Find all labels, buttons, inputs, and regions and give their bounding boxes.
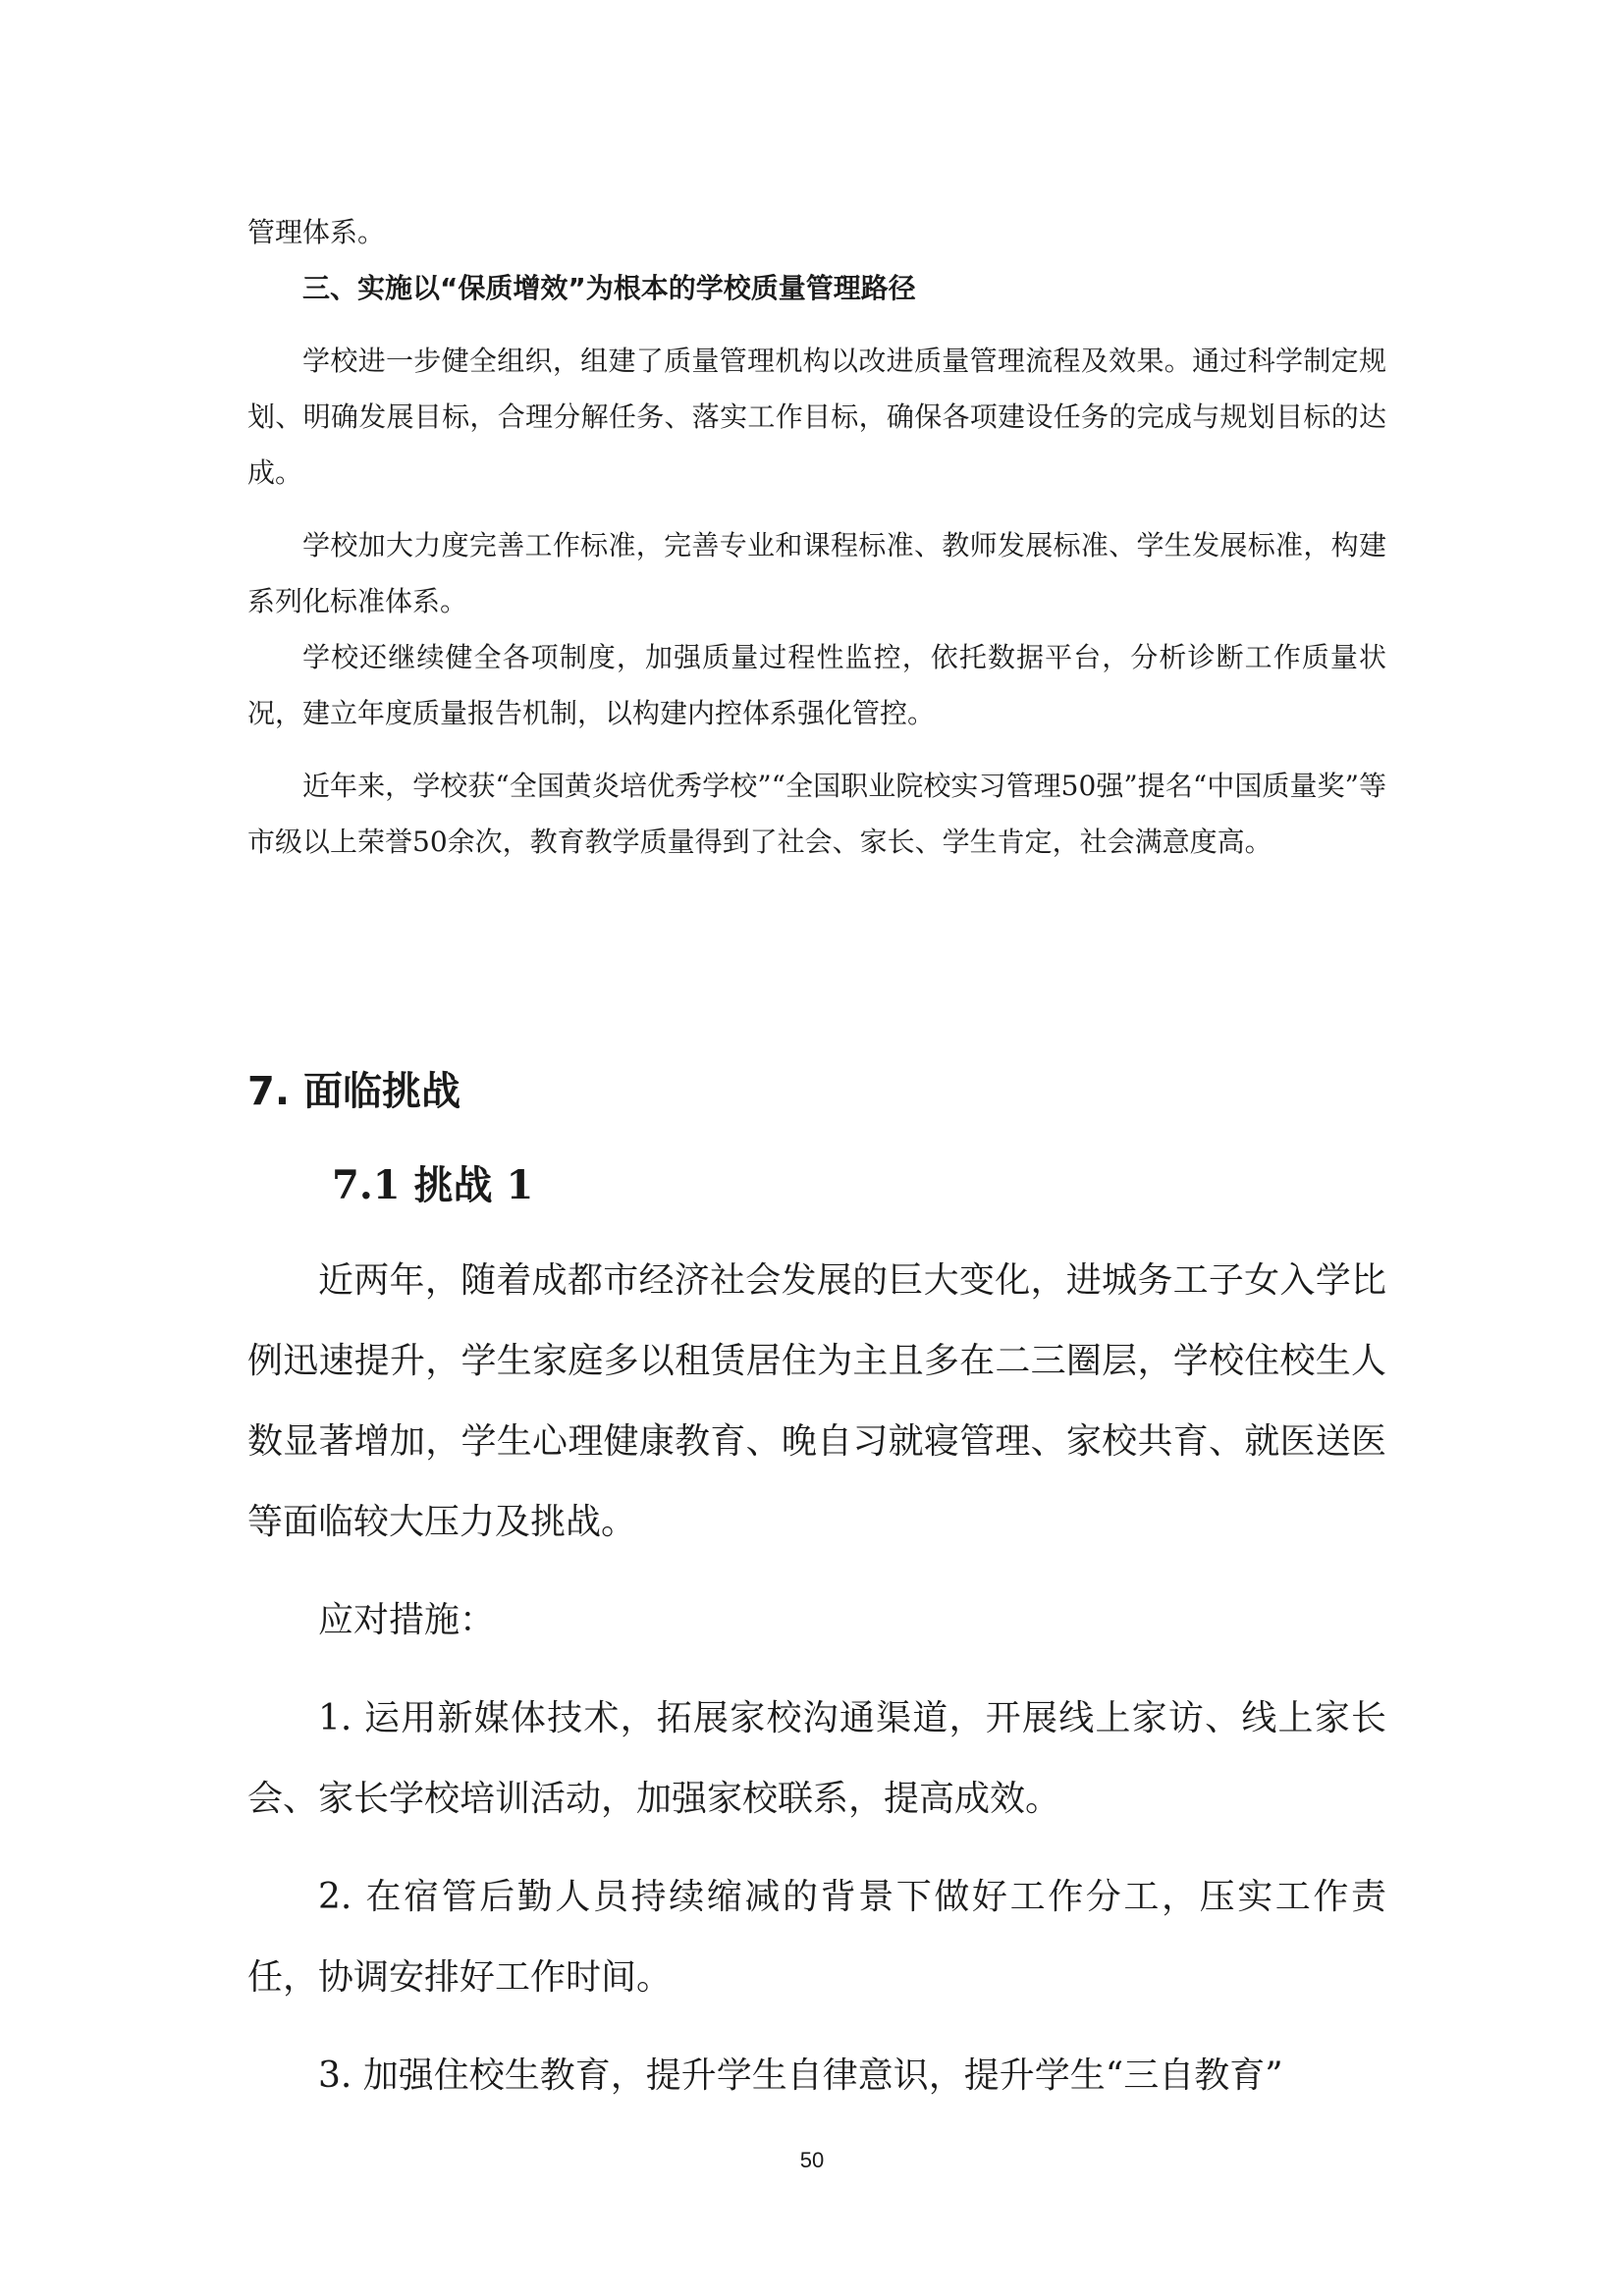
chapter-heading: 7. 面临挑战	[247, 1069, 460, 1114]
paragraph: 学校加大力度完善工作标准，完善专业和课程标准、教师发展标准、学生发展标准，构建系列化标准体系。	[247, 529, 1386, 617]
section-quality-management	[247, 204, 1386, 870]
paragraph: 近年来，学校获“全国黄炎培优秀学校”“全国职业院校实习管理50强”提名“中国质量奖”等市级以上荣誉50余次，教育教学质量得到了社会、家长、学生肯定，社会满意度高。	[247, 770, 1386, 858]
measure-item: 3. 加强住校生教育，提升学生自律意识，提升学生“三自教育”	[318, 2056, 1283, 2096]
subsection-heading: 7.1 挑战 1	[332, 1162, 534, 1208]
section-challenges	[247, 1241, 1386, 2116]
continued-line: 管理体系。	[247, 216, 386, 248]
paragraph: 近两年，随着成都市经济社会发展的巨大变化，进城务工子女入学比例迅速提升，学生家庭多以租赁居住为主且多在二三圈层，学校住校生人数显著增加，学生心理健康教育、晚自习就寝管理、家校共育、就医送医等面临较大压力及挑战。	[247, 1260, 1386, 1542]
page-number: 50	[799, 2148, 825, 2172]
paragraph: 学校还继续健全各项制度，加强质量过程性监控，依托数据平台，分析诊断工作质量状况，建立年度质量报告机制，以构建内控体系强化管控。	[247, 641, 1386, 729]
measure-item: 2. 在宿管后勤人员持续缩减的背景下做好工作分工，压实工作责任，协调安排好工作时间。	[247, 1877, 1386, 1998]
measures-label: 应对措施：	[318, 1600, 496, 1640]
paragraph: 学校进一步健全组织，组建了质量管理机构以改进质量管理流程及效果。通过科学制定规划、明确发展目标，合理分解任务、落实工作目标，确保各项建设任务的完成与规划目标的达成。	[247, 345, 1386, 489]
measure-item: 1. 运用新媒体技术，拓展家校沟通渠道，开展线上家访、线上家长会、家长学校培训活动，加强家校联系，提高成效。	[247, 1698, 1386, 1819]
section-heading: 三、实施以“保质增效”为根本的学校质量管理路径	[302, 272, 916, 304]
